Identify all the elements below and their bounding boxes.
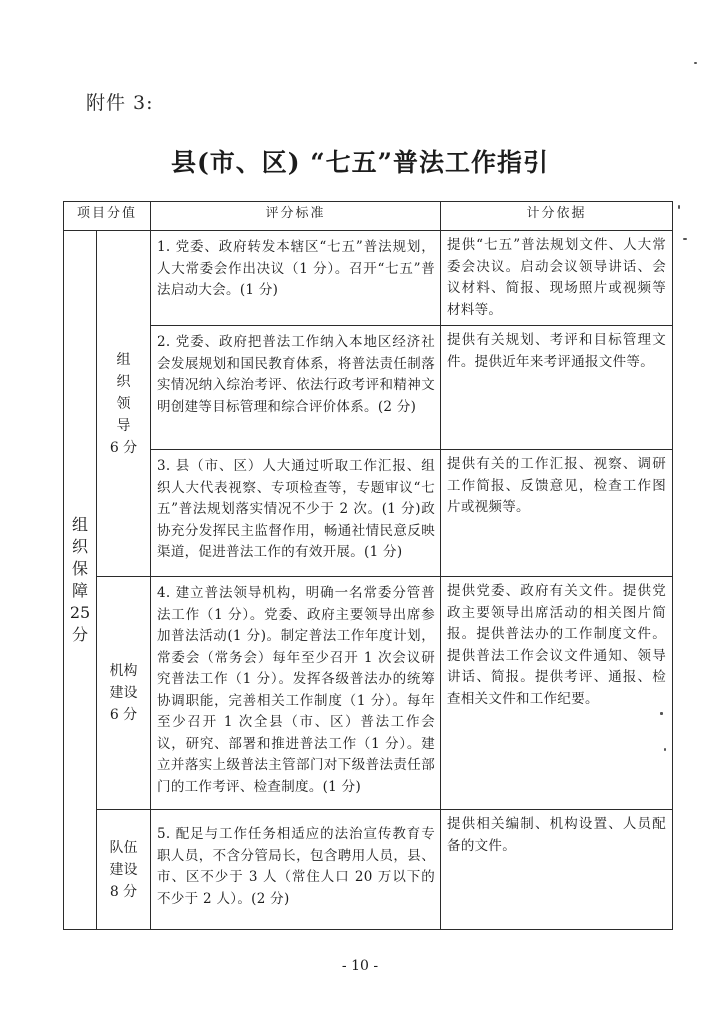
criterion-cell: 3. 县（市、区）人大通过听取工作汇报、组织人大代表视察、专项检查等，专题审议“七五”普法规划落实情况不少于 2 次。(1 分)政协充分发挥民主监督作用，畅通社情民意反映渠道，促进普法工作的有效开展。(1 分) bbox=[151, 450, 441, 577]
basis-cell: 提供有关规划、考评和目标管理文件。提供近年来考评通报文件等。 bbox=[441, 326, 673, 450]
group-label-leadership: 组 织 领 导 6 分 bbox=[97, 231, 151, 577]
page-title: 县(市、区) “七五”普法工作指引 bbox=[170, 148, 550, 177]
scan-speck bbox=[683, 238, 687, 240]
criterion-cell: 1. 党委、政府转发本辖区“七五”普法规划，人大常委会作出决议（1 分）。召开“七五”普法启动大会。(1 分) bbox=[151, 231, 441, 326]
scan-speck bbox=[678, 205, 680, 209]
page-number: - 10 - bbox=[341, 958, 379, 974]
basis-cell: 提供“七五”普法规划文件、人大常委会决议。启动会议领导讲话、会议材料、简报、现场照片或视频等材料等。 bbox=[441, 231, 673, 326]
table-row bbox=[64, 450, 673, 577]
header-basis: 计分依据 bbox=[441, 202, 673, 231]
category-cell: 组 织 保 障 25 分 bbox=[64, 231, 97, 930]
scan-speck bbox=[660, 712, 663, 715]
basis-cell: 提供相关编制、机构设置、人员配备的文件。 bbox=[441, 810, 673, 930]
group-label-staffing: 队伍 建设 8 分 bbox=[97, 810, 151, 930]
table-row bbox=[64, 810, 673, 930]
basis-cell: 提供党委、政府有关文件。提供党政主要领导出席活动的相关图片简报。提供普法办的工作制度文件。提供普法工作会议文件通知、领导讲话、简报。提供考评、通报、检查相关文件和工作纪要。 bbox=[441, 577, 673, 810]
attachment-label: 附件 3: bbox=[86, 92, 154, 114]
criterion-cell: 4. 建立普法领导机构，明确一名常委分管普法工作（1 分）。党委、政府主要领导出席参加普法活动(1 分)。制定普法工作年度计划，常委会（常务会）每年至少召开 1 次会议研究普法工作（1 分）。发挥各级普法办的统筹协调职能，完善相关工作制度（1 分）。每年至少召开 1 次全县（市、区）普法工作会议，研究、部署和推进普法工作（1 分）。建立并落实上级普法主管部门对下级普法责任部门的工作考评、检查制度。(1 分) bbox=[151, 577, 441, 810]
header-item-score: 项目分值 bbox=[64, 202, 151, 231]
scan-speck bbox=[664, 748, 666, 751]
criterion-cell: 2. 党委、政府把普法工作纳入本地区经济社会发展规划和国民教育体系，将普法责任制落实情况纳入综治考评、依法行政考评和精神文明创建等目标管理和综合评价体系。(2 分) bbox=[151, 326, 441, 450]
table-row bbox=[64, 231, 673, 326]
guide-table bbox=[63, 201, 673, 930]
table-row bbox=[64, 577, 673, 810]
table-row bbox=[64, 326, 673, 450]
header-criteria: 评分标准 bbox=[151, 202, 441, 231]
scan-speck bbox=[694, 62, 697, 64]
basis-cell: 提供有关的工作汇报、视察、调研工作简报、反馈意见，检查工作图片或视频等。 bbox=[441, 450, 673, 577]
criterion-cell: 5. 配足与工作任务相适应的法治宣传教育专职人员，不含分管局长，包含聘用人员，县、市、区不少于 3 人（常住人口 20 万以下的不少于 2 人）。(2 分) bbox=[151, 810, 441, 930]
table-header-row bbox=[64, 202, 673, 231]
group-label-organization: 机构 建设 6 分 bbox=[97, 577, 151, 810]
